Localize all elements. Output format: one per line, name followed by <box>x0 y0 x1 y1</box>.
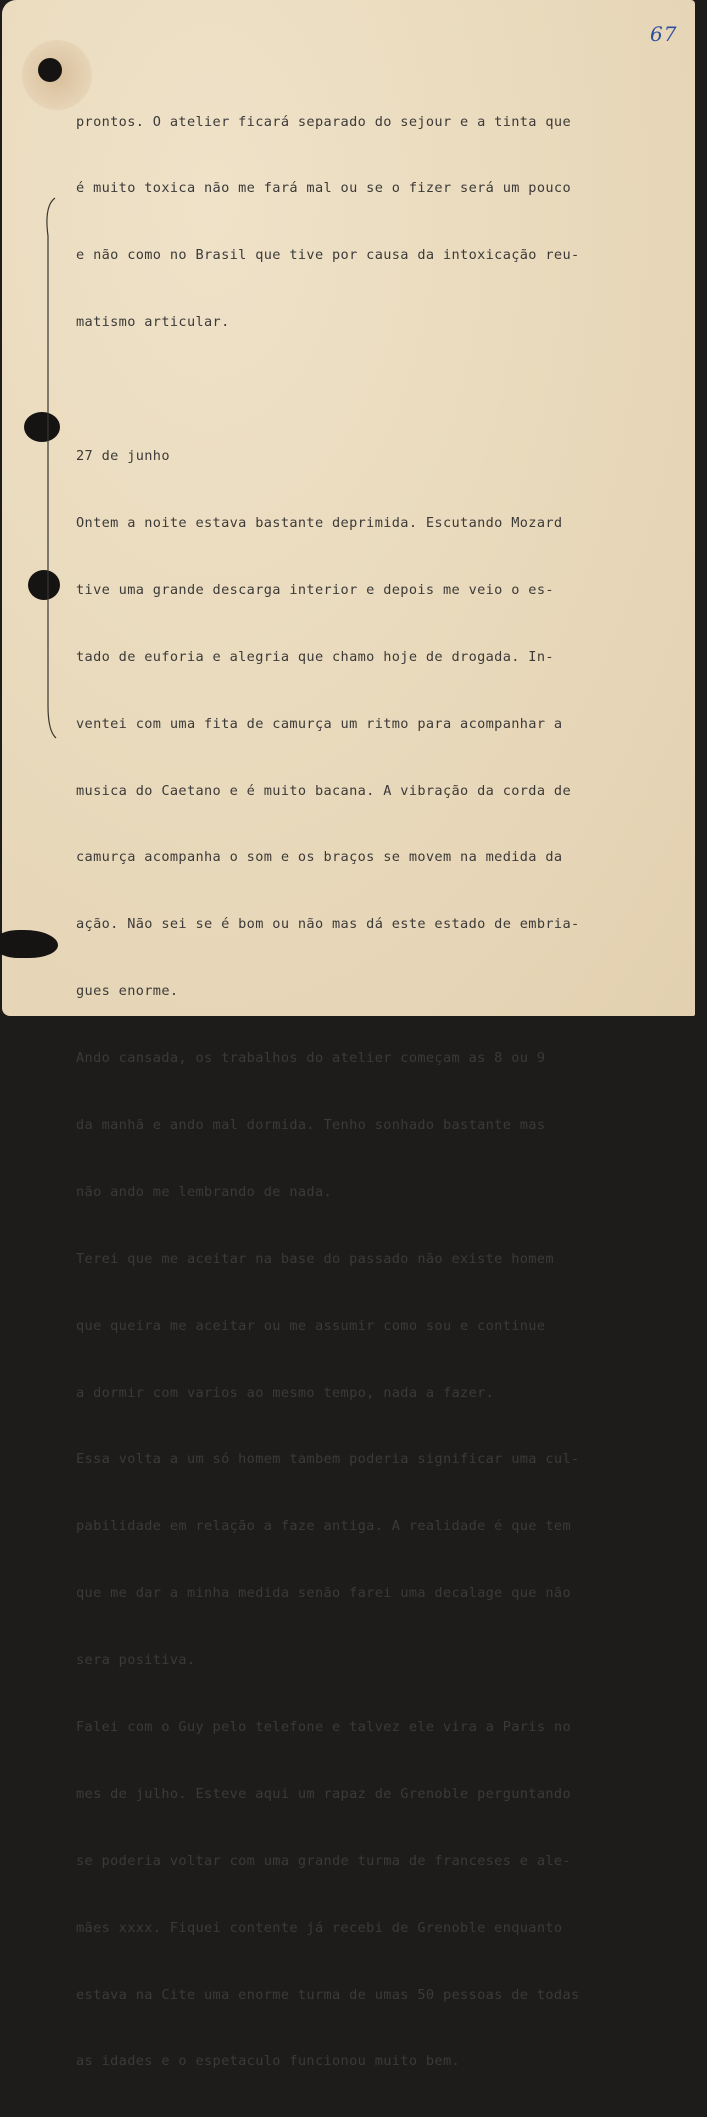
text-line: e não como no Brasil que tive por causa da intoxicação reu- <box>76 247 580 264</box>
entry-date: 27 de junho <box>76 448 170 465</box>
text-line: sera positiva. <box>76 1652 196 1669</box>
typed-page <box>2 0 695 2070</box>
text-line: não ando me lembrando de nada. <box>76 1183 333 1200</box>
text-line: ventei com uma fita de camurça um ritmo para acompanhar a <box>76 715 563 732</box>
text-line: da manhã e ando mal dormida. Tenho sonhado bastante mas <box>76 1116 546 1133</box>
text-line: que queira me aceitar ou me assumir como sou e continue <box>76 1317 546 1334</box>
text-line: estava na Cite uma enorme turma de umas 50 pessoas de todas <box>76 1986 580 2003</box>
edge-tear <box>0 930 58 958</box>
text-line: mães xxxx. Fiquei contente já recebi de Grenoble enquanto <box>76 1919 563 1936</box>
text-line: Essa volta a um só homem tambem poderia significar uma cul- <box>76 1451 580 1468</box>
margin-bracket-mark <box>40 196 60 740</box>
text-line: tive uma grande descarga interior e depois me veio o es- <box>76 581 554 598</box>
text-line: pabilidade em relação a faze antiga. A realidade é que tem <box>76 1518 571 1535</box>
text-line: mes de julho. Esteve aqui um rapaz de Grenoble perguntando <box>76 1785 571 1802</box>
text-line: se poderia voltar com uma grande turma de franceses e ale- <box>76 1852 571 1869</box>
typed-text-body <box>76 66 676 2117</box>
text-line: musica do Caetano e é muito bacana. A vibração da corda de <box>76 782 571 799</box>
text-line: as idades e o espetaculo funcionou muito bem. <box>76 2053 461 2070</box>
text-line: Ando cansada, os trabalhos do atelier começam as 8 ou 9 <box>76 1050 546 1067</box>
text-line: Ontem a noite estava bastante deprimida. Escutando Mozard <box>76 514 563 531</box>
text-line: camurça acompanha o som e os braços se movem na medida da <box>76 849 563 866</box>
text-line: tado de euforia e alegria que chamo hoje de drogada. In- <box>76 648 554 665</box>
page-number: 67 <box>650 22 678 46</box>
text-line: matismo articular. <box>76 314 230 331</box>
punch-hole-top <box>38 58 62 82</box>
text-line: gues enorme. <box>76 983 179 1000</box>
text-line: Falei com o Guy pelo telefone e talvez ele vira a Paris no <box>76 1718 571 1735</box>
text-line: é muito toxica não me fará mal ou se o fizer será um pouco <box>76 180 571 197</box>
text-line: ação. Não sei se é bom ou não mas dá este estado de embria- <box>76 916 580 933</box>
text-line: a dormir com varios ao mesmo tempo, nada a fazer. <box>76 1384 495 1401</box>
text-line: que me dar a minha medida senão farei uma decalage que não <box>76 1585 571 1602</box>
text-line: prontos. O atelier ficará separado do sejour e a tinta que <box>76 113 571 130</box>
text-line: Terei que me aceitar na base do passado não existe homem <box>76 1250 554 1267</box>
